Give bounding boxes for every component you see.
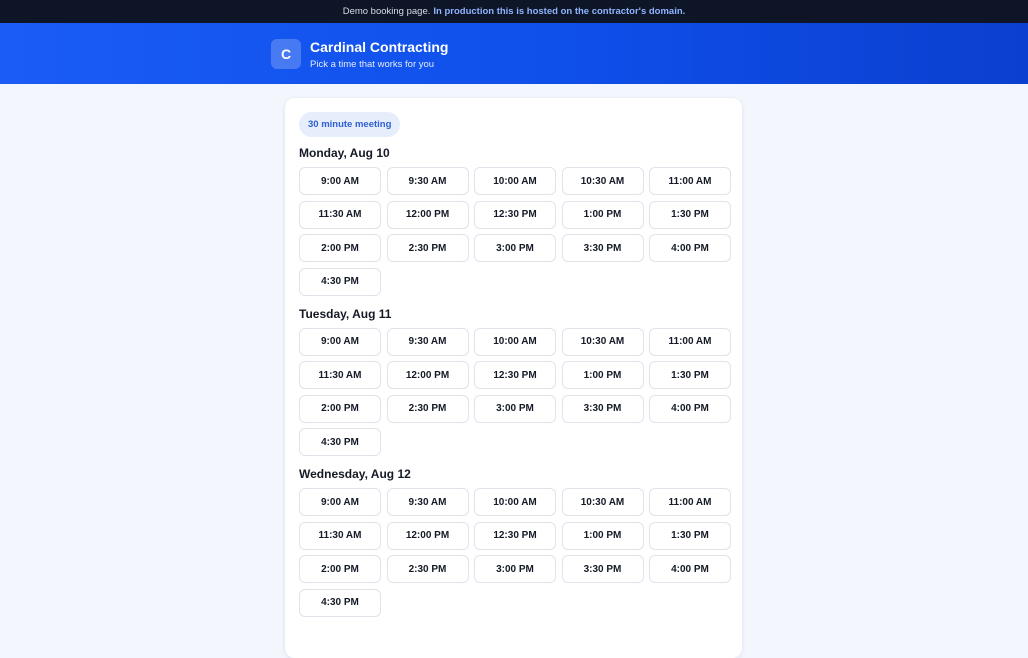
time-slot-button[interactable]: 12:30 PM: [474, 361, 556, 389]
time-slot-button[interactable]: 3:30 PM: [562, 395, 644, 423]
duration-badge: 30 minute meeting: [299, 112, 400, 137]
time-slot-button[interactable]: 3:00 PM: [474, 395, 556, 423]
time-slot-button[interactable]: 10:00 AM: [474, 328, 556, 356]
day-list: [299, 147, 728, 617]
notice-text: Demo booking page.: [342, 6, 431, 17]
day-heading: Monday, Aug 10: [299, 146, 390, 160]
day-heading: Tuesday, Aug 11: [299, 306, 392, 321]
time-slot-button[interactable]: 10:30 AM: [562, 167, 644, 195]
time-slot-button[interactable]: 2:30 PM: [387, 555, 469, 583]
time-slot-button[interactable]: 3:30 PM: [562, 555, 644, 583]
time-slot-button[interactable]: 1:30 PM: [649, 361, 731, 389]
time-slot-grid: [299, 328, 728, 457]
time-slot-button[interactable]: 3:30 PM: [562, 234, 644, 262]
time-slot-button[interactable]: 9:30 AM: [387, 167, 469, 195]
day-section: [299, 468, 728, 617]
time-slot-button[interactable]: 2:00 PM: [299, 555, 381, 583]
time-slot-button[interactable]: 4:00 PM: [649, 395, 731, 423]
time-slot-button[interactable]: 12:30 PM: [474, 522, 556, 550]
demo-notice-bar: [0, 0, 1028, 23]
time-slot-button[interactable]: 10:00 AM: [474, 488, 556, 516]
time-slot-button[interactable]: 11:30 AM: [299, 201, 381, 229]
time-slot-button[interactable]: 9:00 AM: [299, 328, 381, 356]
time-slot-button[interactable]: 2:00 PM: [299, 234, 381, 262]
time-slot-button[interactable]: 4:30 PM: [299, 268, 381, 296]
time-slot-button[interactable]: 3:00 PM: [474, 555, 556, 583]
time-slot-button[interactable]: 12:00 PM: [387, 522, 469, 550]
time-slot-button[interactable]: 9:00 AM: [299, 488, 381, 516]
time-slot-button[interactable]: 11:30 AM: [299, 361, 381, 389]
tagline: Pick a time that works for you: [310, 59, 435, 70]
time-slot-button[interactable]: 9:30 AM: [387, 488, 469, 516]
time-slot-grid: [299, 167, 728, 296]
time-slot-button[interactable]: 11:00 AM: [649, 488, 731, 516]
time-slot-button[interactable]: 1:00 PM: [562, 201, 644, 229]
time-slot-button[interactable]: 4:30 PM: [299, 428, 381, 456]
time-slot-button[interactable]: 11:00 AM: [649, 328, 731, 356]
time-slot-button[interactable]: 1:30 PM: [649, 201, 731, 229]
time-slot-button[interactable]: 4:00 PM: [649, 555, 731, 583]
time-slot-button[interactable]: 3:00 PM: [474, 234, 556, 262]
booking-card: [285, 98, 742, 658]
time-slot-button[interactable]: 12:00 PM: [387, 201, 469, 229]
day-section: [299, 308, 728, 457]
time-slot-button[interactable]: 1:00 PM: [562, 522, 644, 550]
time-slot-button[interactable]: 9:00 AM: [299, 167, 381, 195]
time-slot-button[interactable]: 11:00 AM: [649, 167, 731, 195]
time-slot-button[interactable]: 10:30 AM: [562, 328, 644, 356]
business-name: Cardinal Contracting: [310, 39, 449, 55]
time-slot-button[interactable]: 10:00 AM: [474, 167, 556, 195]
time-slot-button[interactable]: 4:00 PM: [649, 234, 731, 262]
time-slot-grid: [299, 488, 728, 617]
day-section: [299, 147, 728, 296]
time-slot-button[interactable]: 1:30 PM: [649, 522, 731, 550]
time-slot-button[interactable]: 2:00 PM: [299, 395, 381, 423]
time-slot-button[interactable]: 11:30 AM: [299, 522, 381, 550]
time-slot-button[interactable]: 2:30 PM: [387, 395, 469, 423]
time-slot-button[interactable]: 10:30 AM: [562, 488, 644, 516]
day-heading: Wednesday, Aug 12: [299, 467, 411, 481]
time-slot-button[interactable]: 2:30 PM: [387, 234, 469, 262]
time-slot-button[interactable]: 12:00 PM: [387, 361, 469, 389]
time-slot-button[interactable]: 1:00 PM: [562, 361, 644, 389]
notice-strong-text: In production this is hosted on the contractor's domain.: [433, 6, 686, 17]
brand-logo: C: [271, 39, 301, 69]
time-slot-button[interactable]: 12:30 PM: [474, 201, 556, 229]
time-slot-button[interactable]: 9:30 AM: [387, 328, 469, 356]
time-slot-button[interactable]: 4:30 PM: [299, 589, 381, 617]
header: [0, 23, 1028, 84]
